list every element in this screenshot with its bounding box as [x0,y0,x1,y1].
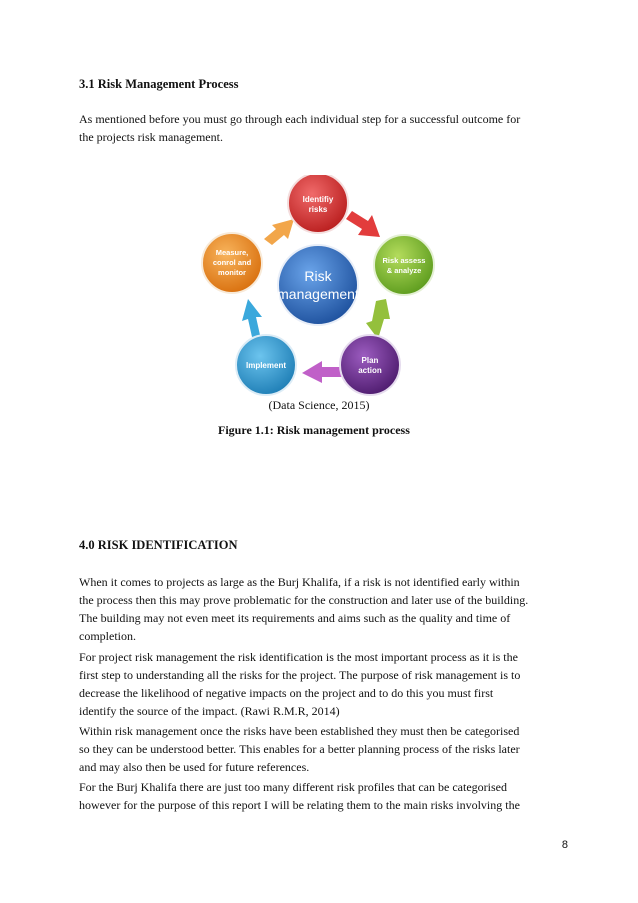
paragraph-line: so they can be understood better. This enables for a better planning process of the risks later [79,742,520,756]
svg-text:conrol and: conrol and [212,258,252,267]
svg-text:Implement: Implement [245,361,287,370]
svg-text:Measure,: Measure, [215,248,249,257]
node-risk-assess-analyze [374,235,434,295]
paragraph-line: The building may not even meet its requirements and aims such as the quality and time of [79,611,511,625]
body-paragraph [79,778,559,814]
svg-text:Risk assess: Risk assess [382,256,426,265]
svg-text:Plan: Plan [361,356,379,365]
center-circle [278,245,358,325]
svg-text:risks: risks [308,205,328,214]
page-number: 8 [561,839,568,851]
paragraph-line: As mentioned before you must go through each individual step for a successful outcome for [79,112,521,126]
node-measure-control-monitor [202,233,262,293]
figure-title: Figure 1.1: Risk management process [218,423,410,437]
body-paragraph [79,722,559,776]
cycle-arrow-5 [264,219,294,245]
paragraph-line: however for the purpose of this report I will be relating them to the main risks involving the [79,798,520,812]
intro-paragraph [79,110,559,146]
section-heading-risk-management-process: 3.1 Risk Management Process [79,77,239,91]
svg-text:action: action [358,366,382,375]
node-plan-action [340,335,400,395]
body-paragraph [79,648,559,720]
svg-text:& analyze: & analyze [386,266,422,275]
body-paragraph [79,573,559,645]
paragraph-line: first step to understanding all the risks for the project. The purpose of risk management is to [79,668,521,682]
cycle-arrow-3 [302,361,344,383]
risk-management-cycle-diagram [200,175,440,405]
paragraph-line: and may also then be used for future references. [79,760,310,774]
paragraph-line: the process then this may prove problematic for the construction and later use of the building. [79,593,529,607]
center-label-line: management [277,286,359,302]
paragraph-line: For project risk management the risk identification is the most important process as it is the [79,650,518,664]
node-implement [236,335,296,395]
cycle-arrow-2 [366,299,390,339]
svg-text:monitor: monitor [218,268,246,277]
paragraph-line: Within risk management once the risks have been established they must then be categorised [79,724,520,738]
node-identify-risks [288,175,348,233]
section-heading-risk-identification: 4.0 RISK IDENTIFICATION [79,538,238,552]
figure-source: (Data Science, 2015) [268,398,370,412]
cycle-arrow-4 [242,299,262,337]
center-label-line: Risk [304,268,332,284]
paragraph-line: When it comes to projects as large as the Burj Khalifa, if a risk is not identified early within [79,575,520,589]
paragraph-line: For the Burj Khalifa there are just too many different risk profiles that can be categorised [79,780,507,794]
paragraph-line: the projects risk management. [79,130,223,144]
paragraph-line: identify the source of the impact. (Rawi R.M.R, 2014) [79,704,340,718]
svg-text:Identifiy: Identifiy [302,195,334,204]
paragraph-line: completion. [79,629,136,643]
cycle-arrow-1 [346,211,380,237]
paragraph-line: decrease the likelihood of negative impacts on the project and to do this you must first [79,686,494,700]
